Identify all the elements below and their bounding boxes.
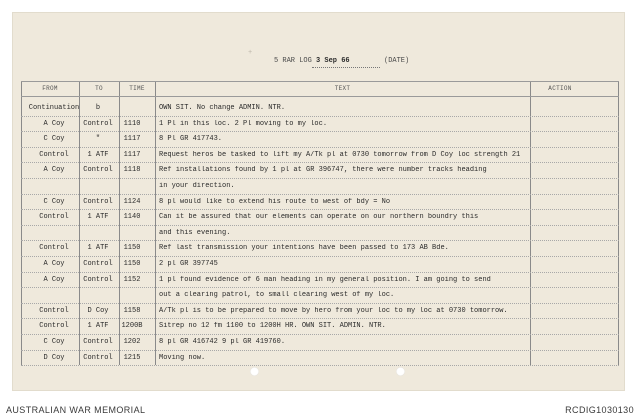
from-cell: D Coy (43, 353, 65, 362)
to-cell: Control (83, 119, 113, 128)
log-table (21, 81, 619, 365)
row-rule (21, 334, 619, 335)
col-header-text: TEXT (334, 85, 351, 92)
time-cell: 1117 (123, 150, 141, 159)
from-cell: Control (39, 306, 69, 315)
time-cell: 1202 (123, 338, 141, 346)
log-entry-row (21, 241, 619, 256)
time-cell: 1215 (123, 353, 141, 362)
to-cell: b (95, 104, 101, 112)
col-header-time: TIME (129, 85, 145, 92)
row-rule (21, 287, 619, 288)
to-cell: 1 ATF (87, 322, 109, 331)
log-entry-row (21, 226, 619, 241)
text-cell: OWN SIT. No change ADMIN. NTR. (159, 104, 286, 112)
log-entry-row (21, 304, 619, 319)
registration-mark: + (248, 49, 253, 57)
log-entry-row (21, 257, 619, 272)
from-cell: C Coy (43, 197, 65, 206)
from-cell: C Coy (43, 135, 65, 144)
log-entry-row (21, 351, 619, 366)
to-cell: Control (83, 353, 113, 362)
row-rule (21, 303, 619, 304)
time-cell: 1150 (123, 244, 141, 253)
text-cell: Ref installations found by 1 pl at GR 396747, there were number tracks heading (159, 166, 487, 175)
time-cell: 1110 (123, 119, 141, 128)
date-label: (DATE) (384, 57, 410, 65)
log-entry-row (21, 148, 619, 163)
row-rule (21, 147, 619, 148)
log-date: 3 Sep 66 (316, 57, 350, 65)
log-entry-row (21, 117, 619, 132)
log-entry-row (21, 179, 619, 194)
row-rule (21, 272, 619, 273)
col-header-action: ACTION (548, 85, 572, 92)
text-cell: in your direction. (159, 182, 235, 190)
log-entry-row (21, 273, 619, 288)
row-rule (21, 225, 619, 226)
header-rule (21, 96, 619, 97)
text-cell: out a clearing patrol, to small clearing west of my loc. (159, 291, 395, 300)
from-cell: A Coy (43, 260, 65, 268)
row-rule (21, 240, 619, 241)
text-cell: Can it be assured that our elements can operate on our northern boundry this (159, 213, 479, 222)
punch-hole (250, 367, 259, 376)
time-cell: 1124 (123, 197, 141, 206)
text-cell: Moving now. (159, 353, 206, 362)
text-cell: A/Tk pl is to be prepared to move by hero from your loc to my loc at 0730 tomorrow. (159, 306, 508, 315)
archive-id: RCDIG1030130 (565, 405, 634, 415)
log-entry-row (21, 132, 619, 147)
from-cell: A Coy (43, 166, 65, 175)
row-rule (21, 318, 619, 319)
log-entry-row (21, 101, 619, 116)
log-entry-row (21, 335, 619, 350)
to-cell: 1 ATF (87, 244, 109, 253)
punch-hole (396, 367, 405, 376)
from-cell: Control (39, 244, 69, 253)
date-underline (312, 67, 380, 68)
to-cell: Control (83, 275, 113, 284)
row-rule (21, 209, 619, 210)
log-entry-row (21, 319, 619, 334)
text-cell: 8 Pl GR 417743. (159, 135, 223, 144)
to-cell: Control (83, 338, 113, 346)
to-cell: " (95, 135, 101, 144)
text-cell: 1 Pl in this loc. 2 Pl moving to my loc. (159, 119, 328, 128)
from-cell: Control (39, 213, 69, 222)
log-entry-row (21, 195, 619, 210)
from-cell: Control (39, 150, 69, 159)
log-entry-row (21, 288, 619, 303)
to-cell: Control (83, 260, 113, 268)
row-rule (21, 350, 619, 351)
time-cell: 1118 (123, 166, 141, 175)
row-rule (21, 116, 619, 117)
archive-name: AUSTRALIAN WAR MEMORIAL (6, 405, 146, 415)
time-cell: 1200B (121, 322, 143, 331)
col-header-from: FROM (42, 85, 58, 92)
from-cell: C Coy (43, 338, 65, 346)
text-cell: 1 pl found evidence of 6 man heading in my general position. I am going to send (159, 275, 491, 284)
text-cell: Sitrep no 12 fm 1100 to 1200H HR. OWN SIT. ADMIN. NTR. (159, 322, 386, 331)
from-cell: Continuation (28, 104, 80, 112)
to-cell: 1 ATF (87, 213, 109, 222)
text-cell: 8 pl would like to extend his route to west of bdy = No (159, 197, 391, 206)
row-rule (21, 162, 619, 163)
text-cell: Ref last transmission your intentions have been passed to 173 AB Bde. (159, 244, 449, 253)
log-entry-row (21, 163, 619, 178)
row-rule (21, 178, 619, 179)
row-rule (21, 256, 619, 257)
time-cell: 1140 (123, 213, 141, 222)
time-cell: 1150 (123, 260, 141, 268)
time-cell: 1158 (123, 306, 141, 315)
col-header-to: TO (95, 85, 103, 92)
to-cell: D Coy (87, 306, 109, 315)
text-cell: 2 pl GR 397745 (159, 260, 218, 268)
text-cell: Request heros be tasked to lift my A/Tk pl at 0730 tomorrow from D Coy loc strength 21 (159, 150, 521, 159)
to-cell: Control (83, 197, 113, 206)
row-rule (21, 194, 619, 195)
row-rule (21, 131, 619, 132)
text-cell: 8 pl GR 416742 9 pl GR 419760. (159, 338, 286, 346)
from-cell: Control (39, 322, 69, 331)
time-cell: 1117 (123, 135, 141, 144)
to-cell: 1 ATF (87, 150, 109, 159)
time-cell: 1152 (123, 275, 141, 284)
from-cell: A Coy (43, 119, 65, 128)
to-cell: Control (83, 166, 113, 175)
log-entry-row (21, 210, 619, 225)
table-top-rule (21, 81, 619, 82)
row-rule (21, 365, 619, 366)
from-cell: A Coy (43, 275, 65, 284)
text-cell: and this evening. (159, 228, 231, 237)
unit-name: 5 RAR LOG (274, 57, 312, 65)
